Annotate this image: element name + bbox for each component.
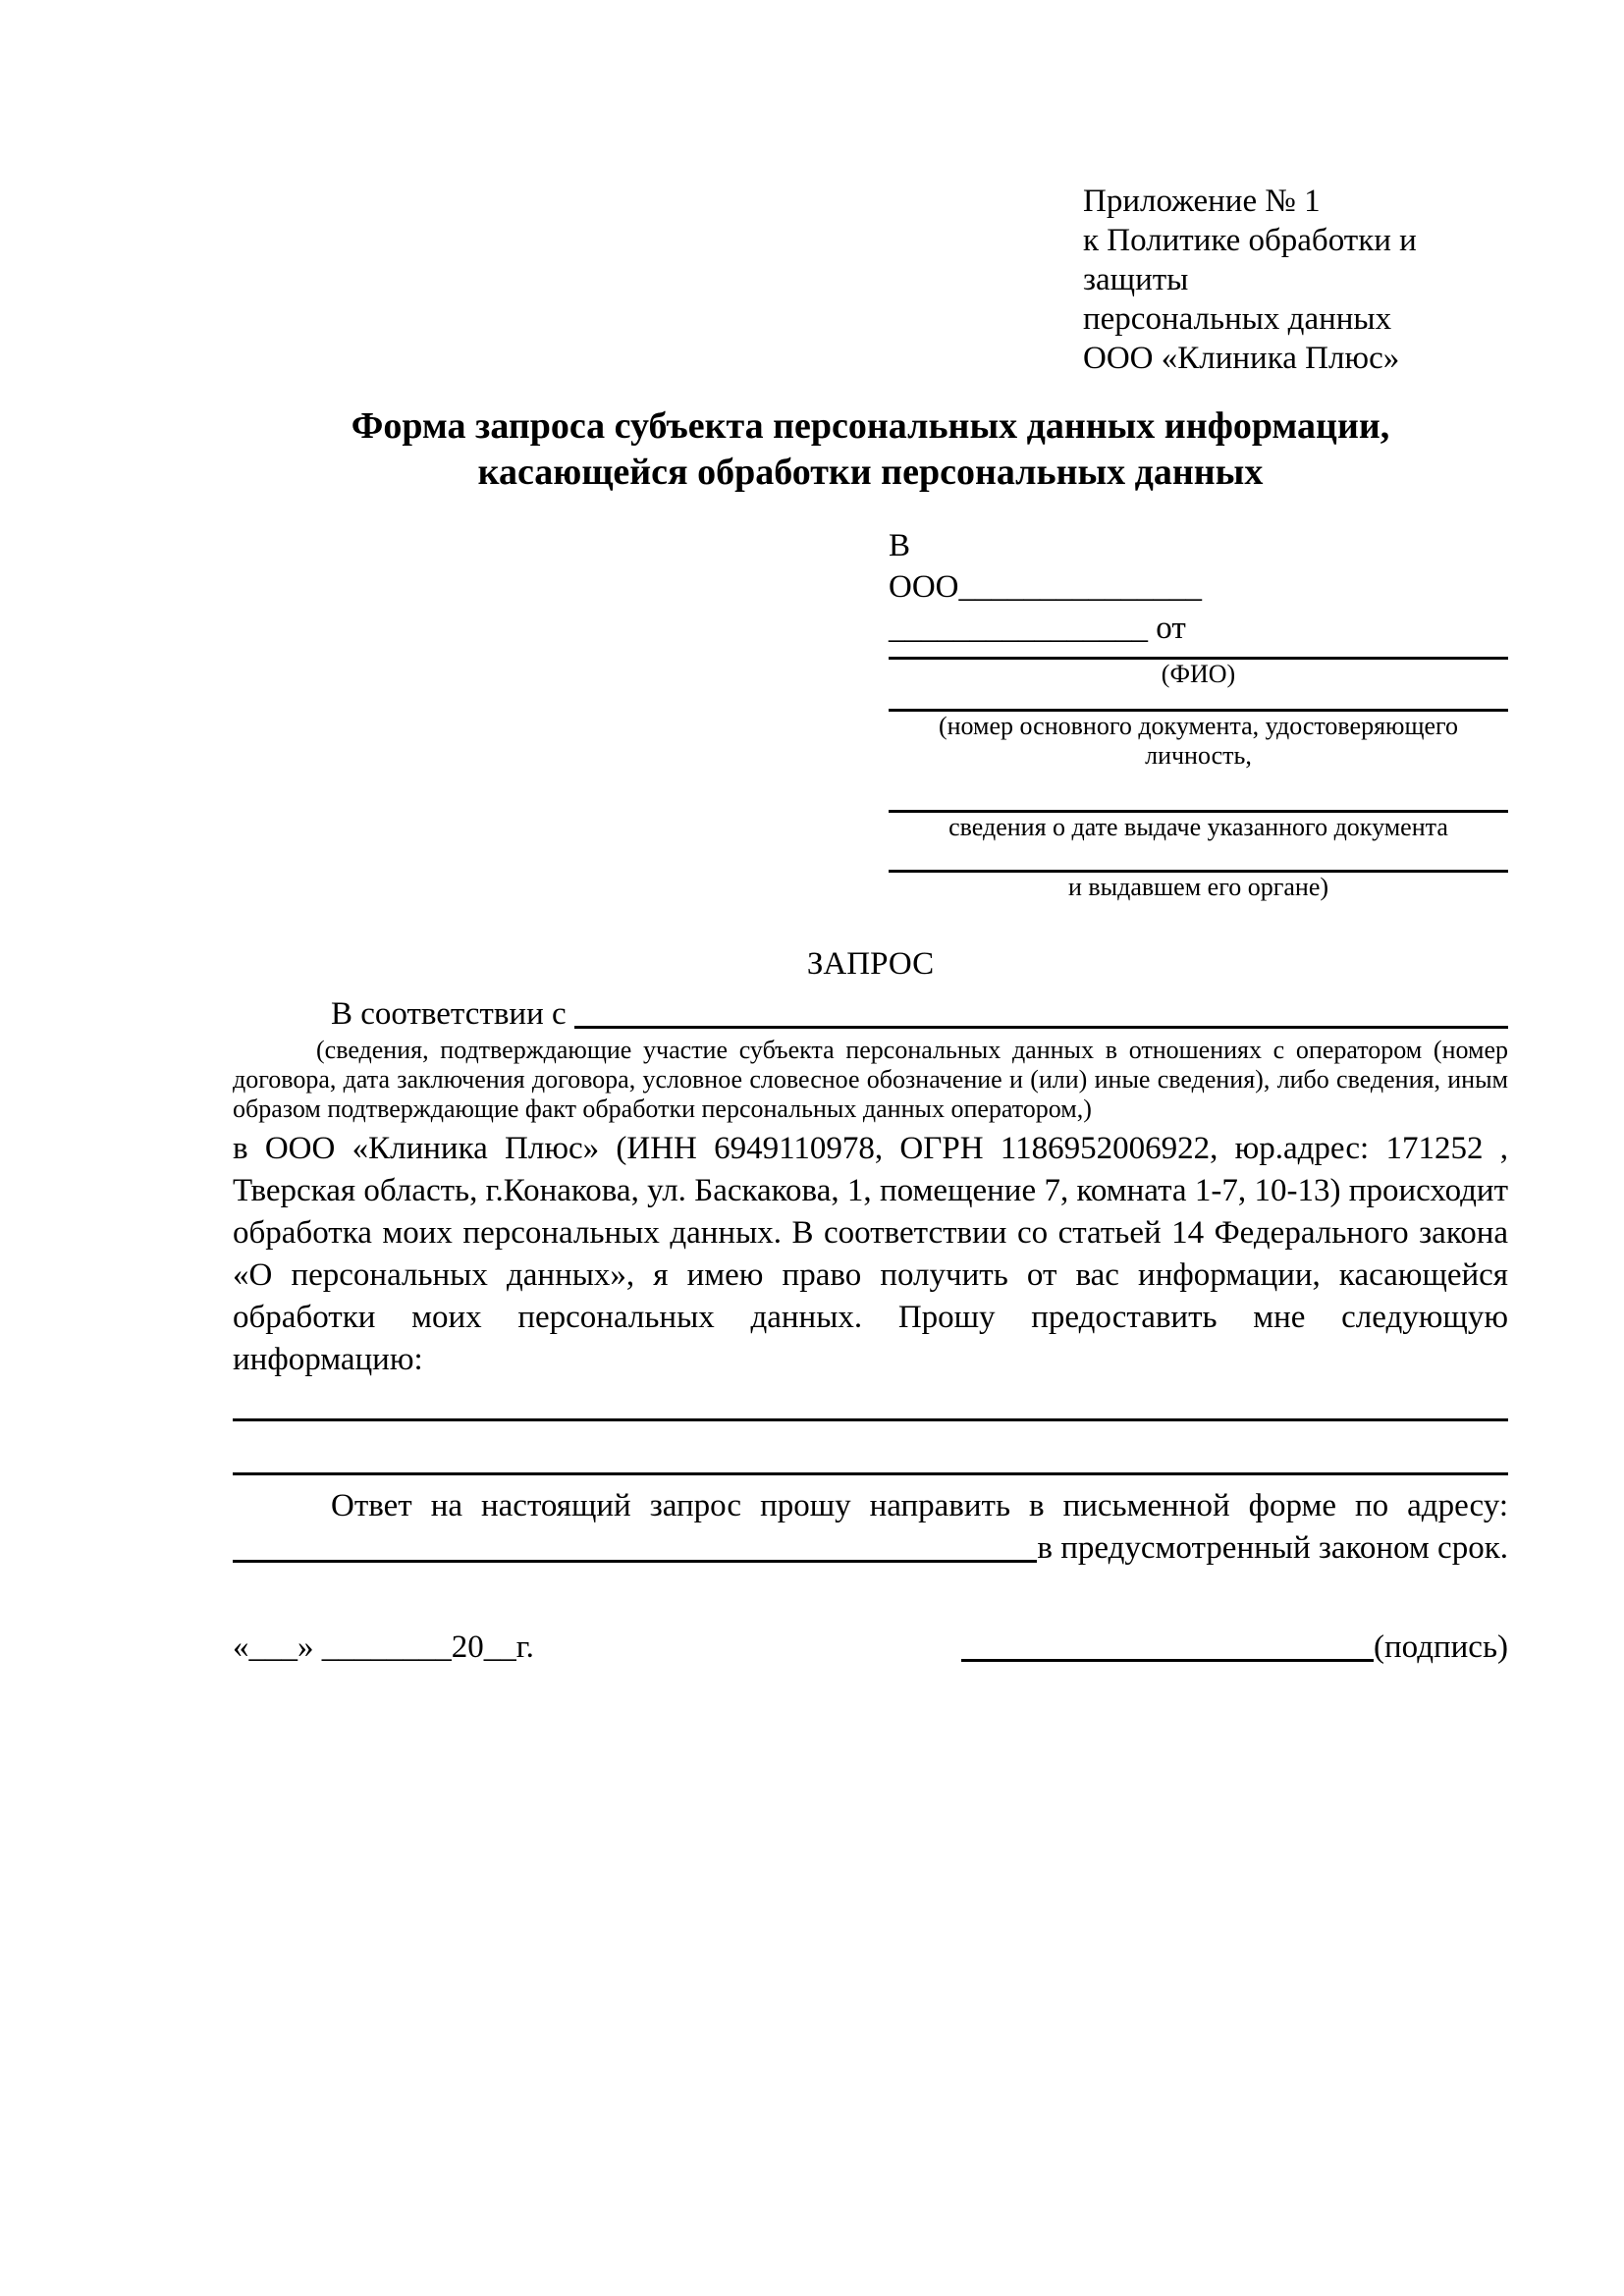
request-heading: ЗАПРОС (806, 946, 935, 982)
addressee-company-blank: ООО_______________ (889, 569, 1202, 605)
document-title (233, 403, 1508, 496)
document-issuer-caption: и выдавшем его органе) (1067, 873, 1329, 901)
appendix-header (1083, 182, 1508, 378)
appendix-line-3: персональных данных (1083, 301, 1392, 337)
document-number-caption: (номер основного документа, удостоверяющего личность, (938, 712, 1459, 770)
fio-caption: (ФИО) (1161, 660, 1236, 688)
addressee-from-blank: ________________ от (889, 611, 1186, 646)
addressee-to-label: В (889, 528, 911, 563)
addressee-block (889, 525, 1508, 902)
document-title-line-2: касающейся обработки персональных данных (477, 452, 1264, 493)
requested-info-blank-line-2 (233, 1472, 1508, 1475)
signature-caption: (подпись) (1374, 1629, 1508, 1665)
reply-address-row (233, 1527, 1508, 1570)
accordance-label: В соответствии с (331, 996, 574, 1032)
accordance-note: (сведения, подтверждающие участие субъекта персональных данных в отношениях с оператором (номер договора, дата заключения договора, условное словесное обозначение и (или) иные сведения), либо сведения, иным образом подтверждающие факт обработки персональных данных оператором,) (233, 1036, 1508, 1123)
appendix-line-4: ООО «Клиника Плюс» (1083, 341, 1400, 376)
requested-info-blank-line-1 (233, 1418, 1508, 1421)
date-signature-row (233, 1627, 1508, 1669)
appendix-line-2: к Политике обработки и защиты (1083, 223, 1417, 297)
date-blank: «___» ________20__г. (233, 1629, 534, 1665)
document-title-line-1: Форма запроса субъекта персональных данных информации, (351, 405, 1390, 447)
accordance-line (233, 993, 1508, 1036)
accordance-blank-line (574, 993, 1508, 1029)
appendix-line-1: Приложение № 1 (1083, 184, 1321, 219)
reply-address-blank-line (233, 1527, 1037, 1563)
signature-blank-line (961, 1659, 1374, 1662)
reply-sentence-tail: в предусмотренный законом срок. (1037, 1530, 1508, 1566)
document-issue-date-caption: сведения о дате выдаче указанного документа (948, 813, 1448, 841)
reply-sentence: Ответ на настоящий запрос прошу направить в письменной форме по адресу: (331, 1488, 1508, 1523)
request-body-paragraph: в ООО «Клиника Плюс» (ИНН 6949110978, ОГРН 1186952006922, юр.адрес: 171252 , Тверская область, г.Конакова, ул. Баскакова, 1, помещение 7, комната 1-7, 10-13) происходит обработка моих персональных данных. В соответствии со статьей 14 Федерального закона «О персональных данных», я имею право получить от вас информации, касающейся обработки моих персональных данных. Прошу предоставить мне следующую информацию: (233, 1131, 1508, 1377)
